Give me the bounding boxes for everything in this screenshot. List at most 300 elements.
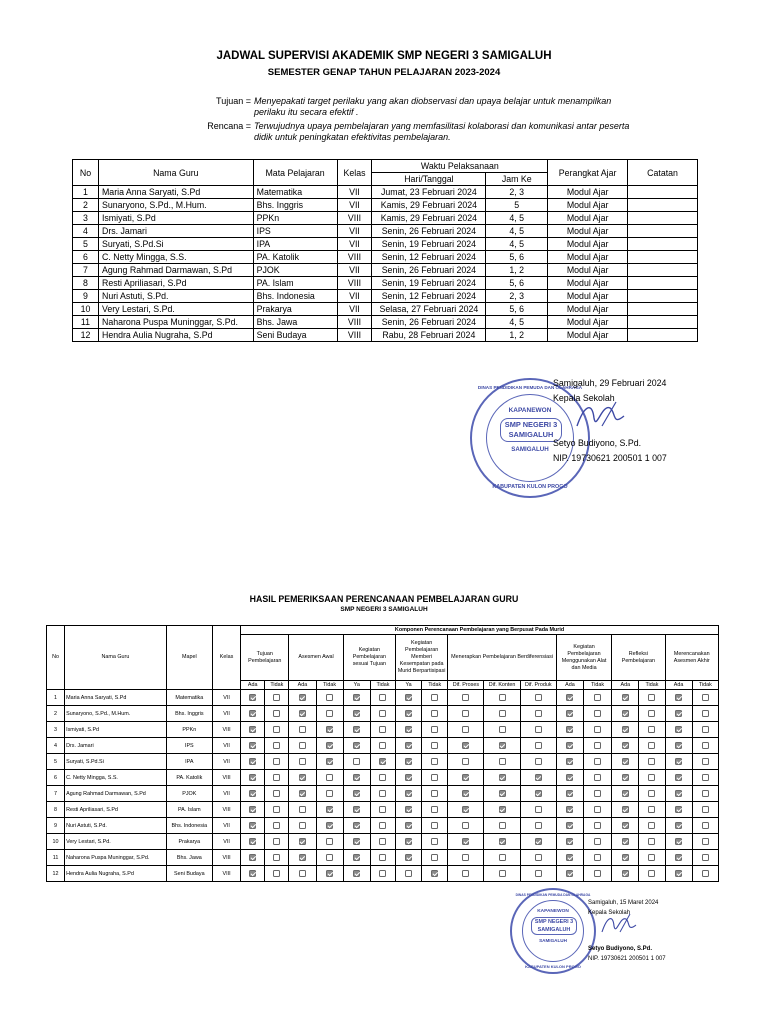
checkbox-checked-icon[interactable]	[249, 806, 256, 813]
checkbox-checked-icon[interactable]	[499, 790, 506, 797]
checkbox-unchecked-icon[interactable]	[431, 806, 438, 813]
checkbox-unchecked-icon[interactable]	[326, 854, 333, 861]
checkbox-checked-icon[interactable]	[353, 806, 360, 813]
review-row	[47, 738, 719, 754]
checkbox-checked-icon[interactable]	[299, 710, 306, 717]
checkbox-unchecked-icon[interactable]	[379, 710, 386, 717]
checkbox-checked-icon[interactable]	[299, 790, 306, 797]
checkbox-checked-icon[interactable]	[353, 742, 360, 749]
checkbox-unchecked-icon[interactable]	[379, 806, 386, 813]
checkbox-unchecked-icon[interactable]	[702, 742, 709, 749]
checkbox-unchecked-icon[interactable]	[431, 710, 438, 717]
checkbox-checked-icon[interactable]	[326, 870, 333, 877]
checkbox-unchecked-icon[interactable]	[299, 742, 306, 749]
checkbox-checked-icon[interactable]	[249, 694, 256, 701]
stamp2-rim-bottom: KABUPATEN KULON PROGO	[525, 964, 581, 969]
checkbox-unchecked-icon[interactable]	[648, 822, 655, 829]
checkbox-unchecked-icon[interactable]	[273, 710, 280, 717]
checkbox-unchecked-icon[interactable]	[273, 790, 280, 797]
checkbox-unchecked-icon[interactable]	[648, 726, 655, 733]
review-check-cell	[422, 866, 448, 882]
checkbox-unchecked-icon[interactable]	[648, 806, 655, 813]
checkbox-unchecked-icon[interactable]	[499, 694, 506, 701]
checkbox-checked-icon[interactable]	[499, 742, 506, 749]
checkbox-checked-icon[interactable]	[353, 838, 360, 845]
checkbox-unchecked-icon[interactable]	[273, 694, 280, 701]
review-cell-nama: Maria Anna Saryati, S.Pd	[65, 690, 167, 706]
checkbox-unchecked-icon[interactable]	[273, 854, 280, 861]
review-cell-no: 6	[47, 770, 65, 786]
schedule-cell-perangkat: Modul Ajar	[548, 212, 628, 225]
checkbox-unchecked-icon[interactable]	[499, 854, 506, 861]
checkbox-unchecked-icon[interactable]	[594, 758, 601, 765]
tujuan-text: Menyepakati target perilaku yang akan diobservasi dan upaya belajar untuk menampilkan perilaku itu secara efektif .	[254, 96, 612, 117]
checkbox-checked-icon[interactable]	[622, 822, 629, 829]
checkbox-unchecked-icon[interactable]	[702, 806, 709, 813]
checkbox-unchecked-icon[interactable]	[702, 726, 709, 733]
checkbox-unchecked-icon[interactable]	[431, 822, 438, 829]
signature-role: Kepala Sekolah	[553, 393, 615, 403]
checkbox-unchecked-icon[interactable]	[379, 790, 386, 797]
r-group-refleksi: Refleksi Pembelajaran	[612, 635, 665, 681]
review-check-cell	[316, 770, 343, 786]
checkbox-unchecked-icon[interactable]	[648, 774, 655, 781]
review-check-cell	[484, 850, 520, 866]
review-check-cell	[665, 866, 692, 882]
checkbox-unchecked-icon[interactable]	[462, 710, 469, 717]
review-check-cell	[241, 706, 265, 722]
checkbox-checked-icon[interactable]	[405, 710, 412, 717]
checkbox-checked-icon[interactable]	[675, 710, 682, 717]
checkbox-checked-icon[interactable]	[405, 822, 412, 829]
checkbox-checked-icon[interactable]	[249, 822, 256, 829]
r-header-no: No	[47, 626, 65, 690]
schedule-row	[73, 316, 698, 329]
review-check-cell	[665, 690, 692, 706]
checkbox-checked-icon[interactable]	[326, 726, 333, 733]
checkbox-unchecked-icon[interactable]	[299, 806, 306, 813]
checkbox-unchecked-icon[interactable]	[648, 838, 655, 845]
checkbox-unchecked-icon[interactable]	[535, 758, 542, 765]
checkbox-checked-icon[interactable]	[566, 806, 573, 813]
checkbox-checked-icon[interactable]	[462, 790, 469, 797]
review-check-cell	[484, 786, 520, 802]
checkbox-checked-icon[interactable]	[462, 774, 469, 781]
review-check-cell	[484, 754, 520, 770]
review-cell-kelas: VII	[212, 834, 240, 850]
checkbox-unchecked-icon[interactable]	[379, 854, 386, 861]
checkbox-checked-icon[interactable]	[566, 838, 573, 845]
checkbox-checked-icon[interactable]	[622, 870, 629, 877]
checkbox-unchecked-icon[interactable]	[535, 710, 542, 717]
stamp2-school-line1: SMP NEGERI 3	[534, 919, 574, 925]
schedule-cell-no: 3	[73, 212, 99, 225]
review-check-cell	[520, 690, 556, 706]
checkbox-unchecked-icon[interactable]	[273, 726, 280, 733]
schedule-cell-jam: 5, 6	[486, 277, 548, 290]
review-check-cell	[556, 722, 583, 738]
checkbox-checked-icon[interactable]	[499, 806, 506, 813]
checkbox-checked-icon[interactable]	[299, 838, 306, 845]
checkbox-checked-icon[interactable]	[535, 774, 542, 781]
checkbox-unchecked-icon[interactable]	[431, 742, 438, 749]
checkbox-unchecked-icon[interactable]	[379, 742, 386, 749]
schedule-cell-mapel: PPKn	[253, 212, 337, 225]
checkbox-unchecked-icon[interactable]	[648, 854, 655, 861]
checkbox-unchecked-icon[interactable]	[535, 806, 542, 813]
checkbox-unchecked-icon[interactable]	[299, 822, 306, 829]
checkbox-checked-icon[interactable]	[379, 758, 386, 765]
schedule-cell-jam: 4, 5	[486, 316, 548, 329]
schedule-cell-mapel: PA. Islam	[253, 277, 337, 290]
checkbox-checked-icon[interactable]	[622, 742, 629, 749]
checkbox-unchecked-icon[interactable]	[462, 870, 469, 877]
checkbox-checked-icon[interactable]	[326, 742, 333, 749]
header-mata-pelajaran: Mata Pelajaran	[253, 160, 337, 186]
checkbox-unchecked-icon[interactable]	[594, 694, 601, 701]
checkbox-unchecked-icon[interactable]	[462, 854, 469, 861]
review-check-cell	[448, 818, 484, 834]
review-check-cell	[289, 770, 316, 786]
checkbox-checked-icon[interactable]	[622, 806, 629, 813]
schedule-cell-mapel: Prakarya	[253, 303, 337, 316]
checkbox-checked-icon[interactable]	[566, 742, 573, 749]
review-check-cell	[265, 722, 289, 738]
checkbox-unchecked-icon[interactable]	[648, 790, 655, 797]
checkbox-checked-icon[interactable]	[675, 726, 682, 733]
checkbox-unchecked-icon[interactable]	[594, 710, 601, 717]
checkbox-unchecked-icon[interactable]	[648, 710, 655, 717]
checkbox-checked-icon[interactable]	[622, 710, 629, 717]
checkbox-checked-icon[interactable]	[622, 758, 629, 765]
review-check-cell	[396, 738, 422, 754]
checkbox-checked-icon[interactable]	[249, 838, 256, 845]
checkbox-checked-icon[interactable]	[405, 838, 412, 845]
checkbox-checked-icon[interactable]	[675, 758, 682, 765]
schedule-cell-catatan	[628, 329, 698, 342]
checkbox-checked-icon[interactable]	[249, 758, 256, 765]
checkbox-unchecked-icon[interactable]	[431, 774, 438, 781]
checkbox-unchecked-icon[interactable]	[702, 838, 709, 845]
checkbox-unchecked-icon[interactable]	[594, 854, 601, 861]
checkbox-unchecked-icon[interactable]	[499, 726, 506, 733]
review-cell-kelas: VII	[212, 786, 240, 802]
checkbox-checked-icon[interactable]	[566, 854, 573, 861]
schedule-cell-tanggal: Jumat, 23 Februari 2024	[372, 186, 486, 199]
review-cell-no: 5	[47, 754, 65, 770]
checkbox-unchecked-icon[interactable]	[499, 870, 506, 877]
schedule-cell-perangkat: Modul Ajar	[548, 277, 628, 290]
checkbox-checked-icon[interactable]	[675, 870, 682, 877]
checkbox-checked-icon[interactable]	[622, 838, 629, 845]
checkbox-checked-icon[interactable]	[405, 742, 412, 749]
review-check-cell	[639, 866, 665, 882]
checkbox-unchecked-icon[interactable]	[462, 822, 469, 829]
review-row	[47, 722, 719, 738]
checkbox-unchecked-icon[interactable]	[594, 726, 601, 733]
checkbox-checked-icon[interactable]	[566, 774, 573, 781]
checkbox-checked-icon[interactable]	[353, 822, 360, 829]
checkbox-checked-icon[interactable]	[353, 790, 360, 797]
checkbox-checked-icon[interactable]	[405, 806, 412, 813]
r-subheader: Ada	[556, 681, 583, 690]
checkbox-unchecked-icon[interactable]	[462, 694, 469, 701]
review-check-cell	[556, 818, 583, 834]
checkbox-checked-icon[interactable]	[675, 854, 682, 861]
checkbox-checked-icon[interactable]	[566, 870, 573, 877]
checkbox-checked-icon[interactable]	[675, 694, 682, 701]
checkbox-unchecked-icon[interactable]	[299, 758, 306, 765]
checkbox-checked-icon[interactable]	[675, 822, 682, 829]
r-subheader: Tidak	[370, 681, 395, 690]
checkbox-checked-icon[interactable]	[249, 774, 256, 781]
schedule-cell-jam: 1, 2	[486, 264, 548, 277]
checkbox-checked-icon[interactable]	[431, 870, 438, 877]
checkbox-checked-icon[interactable]	[353, 694, 360, 701]
checkbox-unchecked-icon[interactable]	[648, 742, 655, 749]
checkbox-checked-icon[interactable]	[535, 838, 542, 845]
schedule-cell-kelas: VII	[337, 264, 372, 277]
schedule-cell-perangkat: Modul Ajar	[548, 264, 628, 277]
signature-block-2	[588, 898, 666, 964]
review-check-cell	[343, 770, 370, 786]
review-check-cell	[639, 770, 665, 786]
checkbox-unchecked-icon[interactable]	[594, 822, 601, 829]
checkbox-checked-icon[interactable]	[353, 854, 360, 861]
checkbox-unchecked-icon[interactable]	[499, 710, 506, 717]
review-check-cell	[343, 802, 370, 818]
r-header-nama-guru: Nama Guru	[65, 626, 167, 690]
schedule-row	[73, 186, 698, 199]
checkbox-unchecked-icon[interactable]	[594, 790, 601, 797]
checkbox-unchecked-icon[interactable]	[379, 838, 386, 845]
checkbox-checked-icon[interactable]	[299, 854, 306, 861]
schedule-cell-nama: Very Lestari, S.Pd.	[98, 303, 253, 316]
schedule-cell-no: 8	[73, 277, 99, 290]
checkbox-checked-icon[interactable]	[462, 742, 469, 749]
review-cell-kelas: VII	[212, 706, 240, 722]
review-check-cell	[289, 706, 316, 722]
review-check-cell	[448, 866, 484, 882]
checkbox-unchecked-icon[interactable]	[431, 838, 438, 845]
checkbox-unchecked-icon[interactable]	[499, 758, 506, 765]
checkbox-unchecked-icon[interactable]	[379, 774, 386, 781]
checkbox-unchecked-icon[interactable]	[326, 838, 333, 845]
checkbox-unchecked-icon[interactable]	[535, 870, 542, 877]
checkbox-checked-icon[interactable]	[462, 838, 469, 845]
checkbox-unchecked-icon[interactable]	[462, 758, 469, 765]
schedule-cell-tanggal: Senin, 26 Februari 2024	[372, 264, 486, 277]
checkbox-checked-icon[interactable]	[249, 854, 256, 861]
checkbox-unchecked-icon[interactable]	[702, 710, 709, 717]
checkbox-unchecked-icon[interactable]	[702, 870, 709, 877]
checkbox-checked-icon[interactable]	[566, 758, 573, 765]
checkbox-checked-icon[interactable]	[566, 710, 573, 717]
header-no: No	[73, 160, 99, 186]
review-check-cell	[422, 834, 448, 850]
checkbox-checked-icon[interactable]	[675, 806, 682, 813]
checkbox-unchecked-icon[interactable]	[648, 694, 655, 701]
schedule-cell-catatan	[628, 225, 698, 238]
review-cell-no: 9	[47, 818, 65, 834]
checkbox-unchecked-icon[interactable]	[299, 726, 306, 733]
review-cell-kelas: VIII	[212, 770, 240, 786]
review-check-cell	[584, 690, 612, 706]
review-cell-kelas: VII	[212, 818, 240, 834]
review-check-cell	[265, 754, 289, 770]
checkbox-checked-icon[interactable]	[622, 774, 629, 781]
schedule-cell-kelas: VII	[337, 199, 372, 212]
checkbox-unchecked-icon[interactable]	[273, 742, 280, 749]
checkbox-unchecked-icon[interactable]	[431, 790, 438, 797]
checkbox-unchecked-icon[interactable]	[648, 870, 655, 877]
checkbox-checked-icon[interactable]	[675, 790, 682, 797]
review-check-cell	[692, 754, 718, 770]
checkbox-checked-icon[interactable]	[326, 806, 333, 813]
review-check-cell	[343, 754, 370, 770]
schedule-cell-nama: Naharona Puspa Muninggar, S.Pd.	[98, 316, 253, 329]
schedule-cell-kelas: VIII	[337, 277, 372, 290]
checkbox-checked-icon[interactable]	[249, 790, 256, 797]
checkbox-unchecked-icon[interactable]	[326, 694, 333, 701]
checkbox-unchecked-icon[interactable]	[353, 758, 360, 765]
checkbox-unchecked-icon[interactable]	[326, 774, 333, 781]
checkbox-unchecked-icon[interactable]	[702, 774, 709, 781]
checkbox-checked-icon[interactable]	[405, 774, 412, 781]
checkbox-checked-icon[interactable]	[535, 790, 542, 797]
review-cell-mapel: Bhs. Indonesia	[166, 818, 212, 834]
checkbox-checked-icon[interactable]	[353, 710, 360, 717]
checkbox-checked-icon[interactable]	[405, 694, 412, 701]
checkbox-checked-icon[interactable]	[566, 822, 573, 829]
checkbox-unchecked-icon[interactable]	[405, 870, 412, 877]
checkbox-unchecked-icon[interactable]	[462, 726, 469, 733]
checkbox-checked-icon[interactable]	[462, 806, 469, 813]
checkbox-unchecked-icon[interactable]	[594, 742, 601, 749]
checkbox-checked-icon[interactable]	[675, 838, 682, 845]
checkbox-checked-icon[interactable]	[326, 822, 333, 829]
checkbox-unchecked-icon[interactable]	[379, 822, 386, 829]
checkbox-checked-icon[interactable]	[405, 758, 412, 765]
review-check-cell	[484, 802, 520, 818]
checkbox-unchecked-icon[interactable]	[535, 742, 542, 749]
checkbox-checked-icon[interactable]	[326, 758, 333, 765]
review-check-cell	[289, 754, 316, 770]
checkbox-checked-icon[interactable]	[353, 726, 360, 733]
checkbox-checked-icon[interactable]	[299, 774, 306, 781]
checkbox-checked-icon[interactable]	[622, 726, 629, 733]
checkbox-unchecked-icon[interactable]	[702, 822, 709, 829]
checkbox-checked-icon[interactable]	[622, 854, 629, 861]
checkbox-checked-icon[interactable]	[249, 710, 256, 717]
review-check-cell	[639, 850, 665, 866]
checkbox-unchecked-icon[interactable]	[273, 838, 280, 845]
checkbox-checked-icon[interactable]	[566, 790, 573, 797]
checkbox-checked-icon[interactable]	[566, 694, 573, 701]
schedule-cell-nama: Nuri Astuti, S.Pd.	[98, 290, 253, 303]
checkbox-checked-icon[interactable]	[405, 726, 412, 733]
review-check-cell	[612, 722, 639, 738]
checkbox-checked-icon[interactable]	[675, 742, 682, 749]
review-check-cell	[484, 770, 520, 786]
checkbox-unchecked-icon[interactable]	[273, 806, 280, 813]
checkbox-unchecked-icon[interactable]	[379, 694, 386, 701]
review-check-cell	[241, 722, 265, 738]
checkbox-unchecked-icon[interactable]	[431, 726, 438, 733]
checkbox-checked-icon[interactable]	[622, 790, 629, 797]
review-cell-nama: Hendra Aulia Nugraha, S.Pd	[65, 866, 167, 882]
checkbox-unchecked-icon[interactable]	[431, 694, 438, 701]
checkbox-unchecked-icon[interactable]	[535, 694, 542, 701]
checkbox-unchecked-icon[interactable]	[594, 806, 601, 813]
schedule-row	[73, 251, 698, 264]
checkbox-unchecked-icon[interactable]	[648, 758, 655, 765]
checkbox-checked-icon[interactable]	[675, 774, 682, 781]
review-cell-no: 12	[47, 866, 65, 882]
checkbox-unchecked-icon[interactable]	[499, 822, 506, 829]
checkbox-unchecked-icon[interactable]	[273, 774, 280, 781]
checkbox-checked-icon[interactable]	[499, 774, 506, 781]
checkbox-unchecked-icon[interactable]	[702, 790, 709, 797]
checkbox-checked-icon[interactable]	[566, 726, 573, 733]
checkbox-unchecked-icon[interactable]	[594, 838, 601, 845]
review-cell-kelas: VII	[212, 754, 240, 770]
checkbox-unchecked-icon[interactable]	[431, 758, 438, 765]
checkbox-unchecked-icon[interactable]	[702, 854, 709, 861]
checkbox-checked-icon[interactable]	[353, 870, 360, 877]
review-cell-no: 8	[47, 802, 65, 818]
checkbox-unchecked-icon[interactable]	[273, 758, 280, 765]
checkbox-unchecked-icon[interactable]	[431, 854, 438, 861]
checkbox-unchecked-icon[interactable]	[299, 870, 306, 877]
review-check-cell	[584, 738, 612, 754]
checkbox-unchecked-icon[interactable]	[535, 822, 542, 829]
review-cell-kelas: VIII	[212, 802, 240, 818]
checkbox-unchecked-icon[interactable]	[379, 870, 386, 877]
checkbox-unchecked-icon[interactable]	[702, 758, 709, 765]
review-check-cell	[612, 834, 639, 850]
review-check-cell	[343, 818, 370, 834]
checkbox-unchecked-icon[interactable]	[535, 726, 542, 733]
review-check-cell	[448, 786, 484, 802]
checkbox-unchecked-icon[interactable]	[594, 870, 601, 877]
checkbox-unchecked-icon[interactable]	[326, 710, 333, 717]
checkbox-checked-icon[interactable]	[249, 870, 256, 877]
checkbox-checked-icon[interactable]	[499, 838, 506, 845]
review-check-cell	[520, 770, 556, 786]
checkbox-checked-icon[interactable]	[249, 742, 256, 749]
checkbox-unchecked-icon[interactable]	[273, 870, 280, 877]
checkbox-checked-icon[interactable]	[622, 694, 629, 701]
signature-place-date: Samigaluh, 29 Februari 2024	[553, 378, 667, 388]
review-check-cell	[343, 722, 370, 738]
checkbox-unchecked-icon[interactable]	[702, 694, 709, 701]
checkbox-unchecked-icon[interactable]	[326, 790, 333, 797]
review-check-cell	[448, 834, 484, 850]
checkbox-checked-icon[interactable]	[405, 790, 412, 797]
checkbox-unchecked-icon[interactable]	[535, 854, 542, 861]
review-check-cell	[370, 866, 395, 882]
schedule-cell-tanggal: Senin, 26 Februari 2024	[372, 316, 486, 329]
checkbox-checked-icon[interactable]	[249, 726, 256, 733]
checkbox-checked-icon[interactable]	[405, 854, 412, 861]
schedule-cell-no: 9	[73, 290, 99, 303]
checkbox-checked-icon[interactable]	[353, 774, 360, 781]
checkbox-unchecked-icon[interactable]	[379, 726, 386, 733]
checkbox-unchecked-icon[interactable]	[273, 822, 280, 829]
checkbox-unchecked-icon[interactable]	[594, 774, 601, 781]
checkbox-checked-icon[interactable]	[299, 694, 306, 701]
